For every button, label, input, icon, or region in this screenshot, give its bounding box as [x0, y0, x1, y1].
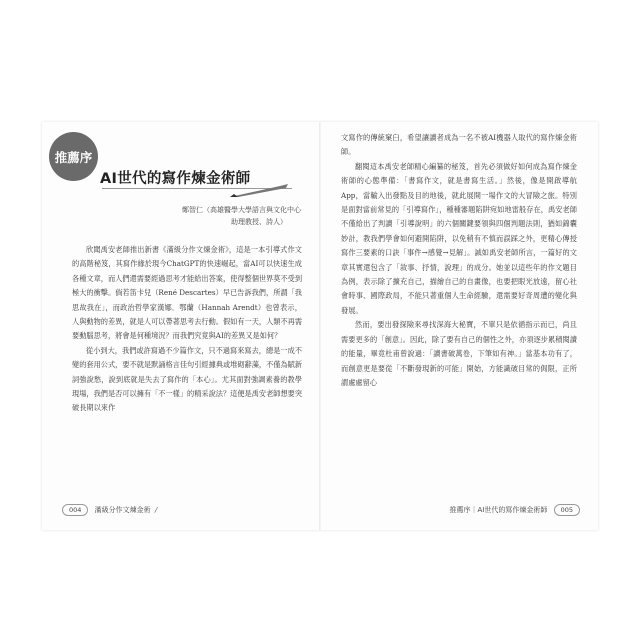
left-folio	[58, 504, 157, 516]
page-title: AI世代的寫作煉金術師	[100, 171, 251, 187]
paragraph: 從小到大，我們或許寫過不少篇作文，只不過寫來寫去，總是一成不變的套用公式，要不就是默誦格言佳句引經據典或堆砌辭藻，不僅為賦新詞強說愁，說到底就是失去了寫作的「本心」。尤其面對強調素養的教學現場，我們是否可以擁有「不一樣」的精采說法？這便是禹安老師想要突破長期以來作	[72, 345, 303, 413]
left-page	[42, 122, 319, 530]
page-number: 005	[554, 504, 580, 516]
right-body-text	[341, 131, 577, 390]
right-page	[321, 122, 598, 530]
folio-section-title: 推薦序｜AI世代的寫作煉金術師	[449, 506, 548, 514]
author-credit	[151, 204, 301, 228]
author-line-1: 鄭智仁（高雄醫學大學語言與文化中心	[182, 206, 301, 214]
paragraph: 欣聞禹安老師推出新書《滿級分作文煉金術》，這是一本引導式作文的高階秘笈，其寫作緣於現今ChatGPT的快速崛起，當AI可以快速生成各種文章，而人們還需要經過思考才能給出答案，使得整個世界莫不受到極大的衝擊。倘若笛卡兒（René Descartes）早已告訴我們，所謂「我思故我在」，而政治哲學家漢娜．鄂蘭（Hannah Arendt）也曾表示，人與動物的差異，就是人可以帶著思考去行動。假如有一天，人類不再需要動腦思考，將會是何種境況？而我們究竟與AI的差異又是如何？	[72, 245, 303, 341]
page-number: 004	[62, 504, 88, 516]
book-spread	[42, 122, 598, 530]
paragraph: 翻閱這本禹安老師精心編纂的秘笈，首先必須做好如何成為寫作煉金術師的心態準備：「書寫作文，就是書寫生活。」然後，像是開啟導航App，當輸入出發點及目的地後，就此展開一場作文的大冒險之旅。特別是面對當前常見的「引導寫作」，種種審題陷阱宛如地雷般存在，禹安老師不僅給出了判讀「引導說明」的六個關鍵要領與四個判題法則，猶如錦囊妙計，教我們學會如何避開陷阱，以免稍有不慎而誤踩之外，更精心傳授寫作三要素的口訣「事件→感覺→見解」。誠如禹安老師所言，一篇好的文章其實還包含了「敘事、抒情，說理」的成分。她並以這些年的作文題目為例，表示除了擴充自己，描繪自己的自畫像，也要把眼光放遠，留心社會時事、國際政局，不能只著重個人生命經驗，還需要好奇周遭的變化與發展。	[341, 161, 577, 315]
paragraph: 文寫作的傳統窠臼，希望讓讀者成為一名不被AI機器人取代的寫作煉金術師。	[341, 133, 577, 157]
author-line-2: 助理教授、詩人）	[231, 218, 287, 226]
paragraph: 然而，要出發探險來尋找深海大秘寶，不單只是依循指示而已，尚且需要更多的「創意」。因此，除了要有自己的個性之外，亦須逐步累積閱讀的能量，畢竟杜甫曾說過：「讀書破萬卷，下筆如有神。」當基本功有了，而創意更是要從「不斷發現新的可能」開始，方能識破目常的侷限，正所謂處處留心	[341, 320, 577, 387]
folio-book-title: 滿級分作文煉金術	[94, 506, 151, 514]
folio-slash-icon: /	[154, 506, 158, 514]
left-body-text	[72, 243, 302, 416]
right-folio	[449, 504, 584, 516]
pen-icon	[228, 183, 292, 199]
section-badge: 推薦序	[49, 132, 98, 181]
